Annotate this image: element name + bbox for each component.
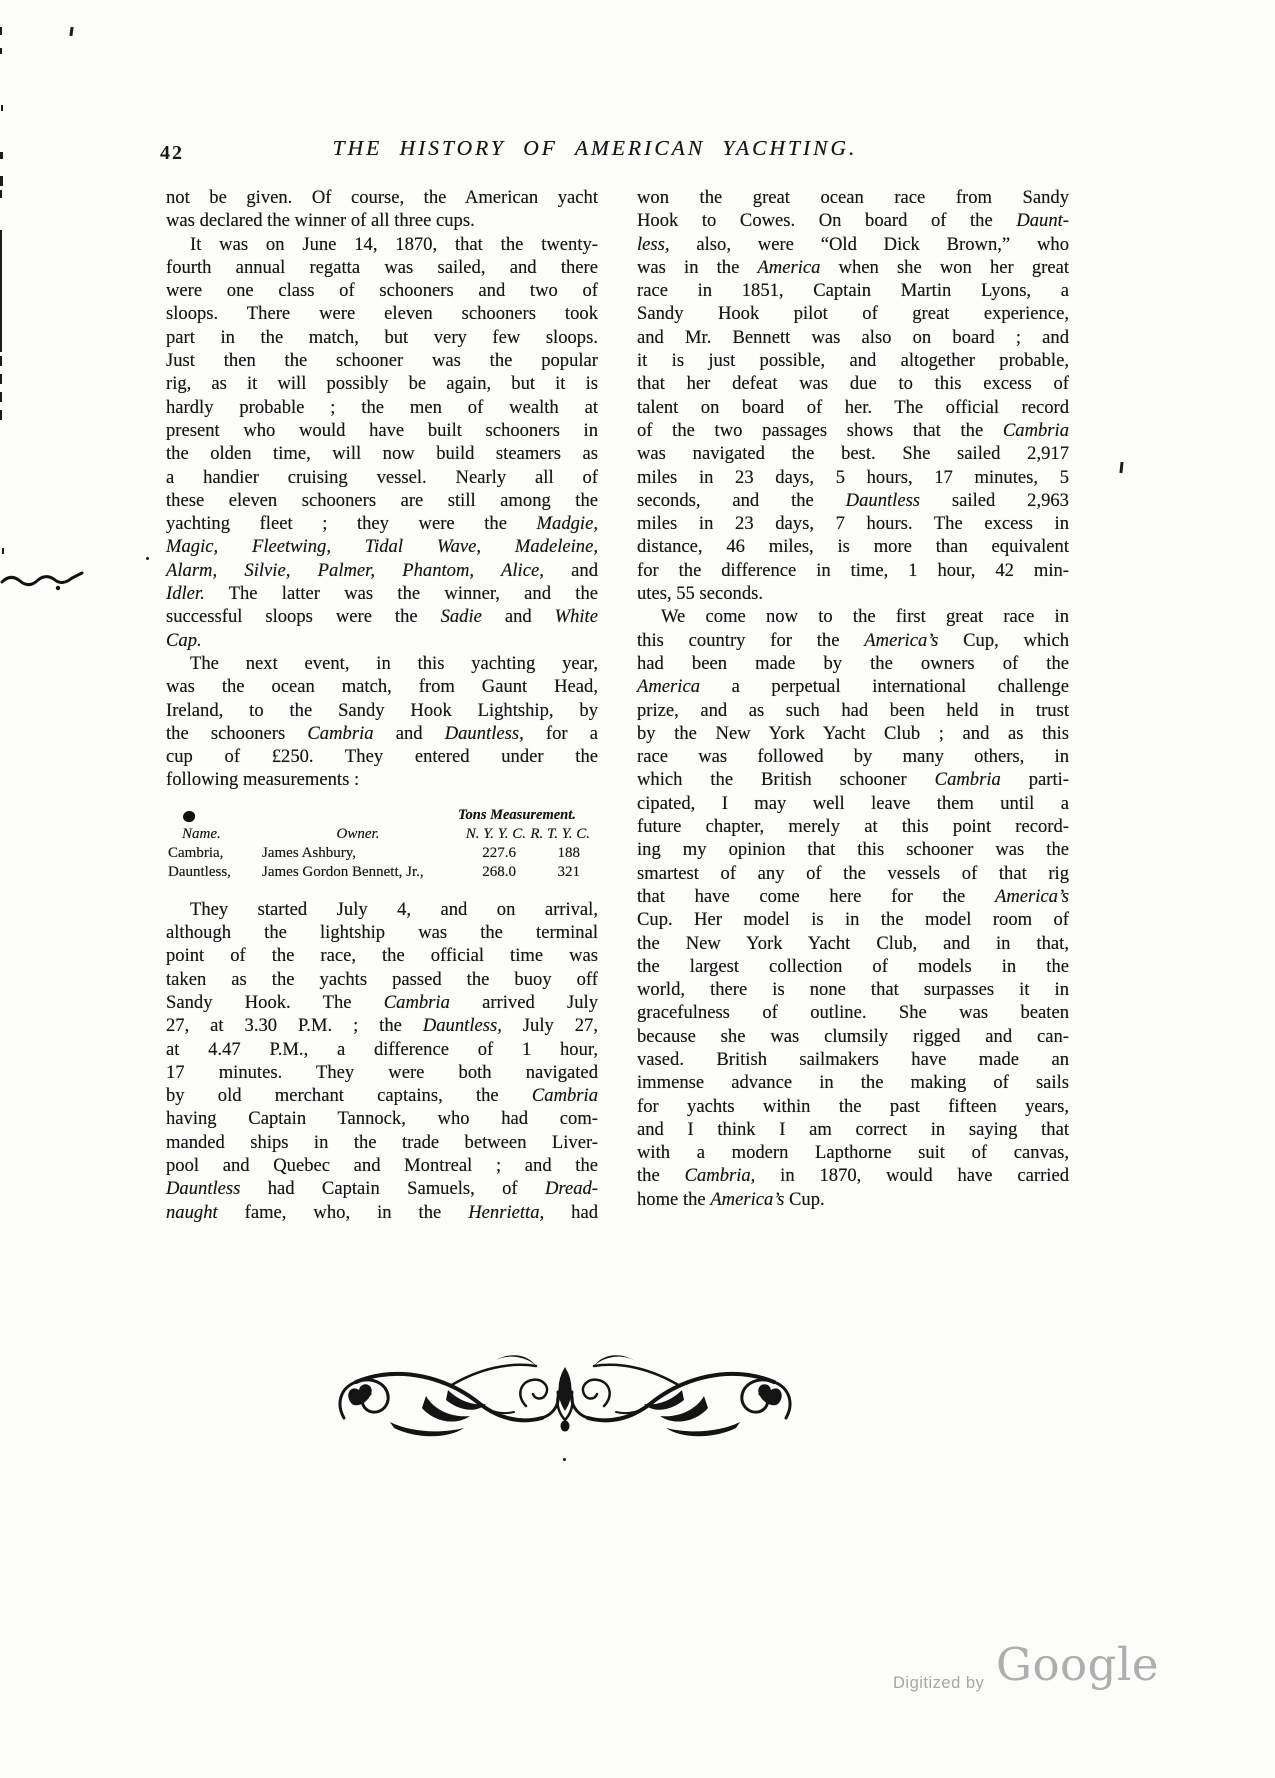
text-line: 17 minutes. They were both navigated — [166, 1061, 598, 1083]
text-line: Sandy Hook pilot of great experience, — [637, 303, 1069, 325]
table-header-row — [166, 825, 598, 844]
text-line: successful sloops were the Sadie and White — [166, 606, 598, 628]
text-line: a handier cruising vessel. Nearly all of — [166, 466, 598, 488]
text-line: by old merchant captains, the Cambria — [166, 1085, 598, 1107]
text-line: fourth annual regatta was sailed, and there — [166, 256, 598, 278]
text-line: it is just possible, and altogether probable, — [637, 350, 1069, 372]
text-line: world, there is none that surpasses it in — [637, 979, 1069, 1001]
text-line: Ireland, to the Sandy Hook Lightship, by — [166, 699, 598, 721]
text-line: ing my opinion that this schooner was the — [637, 839, 1069, 861]
text-line: present who would have built schooners in — [166, 419, 598, 441]
text-line: distance, 46 miles, is more than equivalent — [637, 536, 1069, 558]
text-line: sloops. There were eleven schooners took — [166, 303, 598, 325]
text-line: immense advance in the making of sails — [637, 1072, 1069, 1094]
text-line: Magic, Fleetwing, Tidal Wave, Madeleine, — [166, 536, 598, 558]
ink-speck — [563, 1458, 566, 1461]
text-line: Hook to Cowes. On board of the Daunt- — [637, 210, 1069, 232]
text-line: point of the race, the official time was — [166, 945, 598, 967]
text-line: was navigated the best. She sailed 2,917 — [637, 443, 1069, 465]
col-header-name: Name. — [182, 825, 221, 842]
text-line: the olden time, will now build steamers as — [166, 443, 598, 465]
text-line: of the two passages shows that the Cambria — [637, 419, 1069, 441]
table-group-header: Tons Measurement. — [458, 806, 576, 823]
text-line: It was on June 14, 1870, that the twenty- — [190, 233, 598, 255]
text-line: miles in 23 days, 7 hours. The excess in — [637, 513, 1069, 535]
text-line: were one class of schooners and two of — [166, 280, 598, 302]
cell-name: Dauntless, — [168, 863, 231, 880]
google-logo: Google — [996, 1638, 1159, 1691]
page-number: 42 — [160, 142, 184, 164]
edge-tick — [0, 27, 2, 35]
text-line: Dauntless had Captain Samuels, of Dread- — [166, 1178, 598, 1200]
edge-tick — [0, 176, 3, 186]
ink-speck — [146, 557, 149, 560]
text-line: won the great ocean race from Sandy — [637, 187, 1069, 208]
text-line: rig, as it will possibly be again, but it is — [166, 373, 598, 395]
text-line: seconds, and the Dauntless sailed 2,963 — [637, 489, 1069, 511]
text-line: not be given. Of course, the American yacht — [166, 187, 598, 208]
edge-tick — [0, 190, 2, 198]
text-line: less, also, were “Old Dick Brown,” who — [637, 233, 1069, 255]
text-line: for yachts within the past fifteen years, — [637, 1095, 1069, 1117]
cell-rtyc: 321 — [557, 863, 580, 880]
text-line: pool and Quebec and Montreal ; and the — [166, 1154, 598, 1176]
text-line: hardly probable ; the men of wealth at — [166, 396, 598, 418]
running-head: THE HISTORY OF AMERICAN YACHTING. — [332, 136, 858, 160]
text-line: Cap. — [166, 629, 202, 651]
text-line: cup of £250. They entered under the — [166, 746, 598, 768]
text-line: this country for the America’s Cup, which — [637, 629, 1070, 651]
stray-apostrophe-mark — [1119, 462, 1123, 473]
ink-blot — [183, 811, 195, 822]
text-line: naught fame, who, in the Henrietta, had — [166, 1201, 599, 1223]
col-header-owner: Owner. — [336, 825, 380, 842]
edge-tick — [2, 548, 4, 554]
cell-owner: James Gordon Bennett, Jr., — [262, 863, 424, 880]
text-line: taken as the yachts passed the buoy off — [166, 968, 598, 990]
text-line: with a modern Lapthorne suit of canvas, — [637, 1142, 1069, 1164]
edge-tick — [1, 105, 3, 111]
col-header-nyyc: N. Y. Y. C. — [465, 825, 526, 842]
text-line: We come now to the first great race in — [661, 606, 1069, 628]
text-line: miles in 23 days, 5 hours, 17 minutes, 5 — [637, 466, 1069, 488]
col-header-rtyc: R. T. Y. C. — [530, 825, 590, 842]
text-line: vased. British sailmakers have made an — [637, 1048, 1069, 1070]
text-line: following measurements : — [166, 769, 360, 791]
measurements-table — [166, 806, 598, 882]
table-row — [166, 844, 598, 863]
text-line: had been made by the owners of the — [637, 652, 1069, 674]
text-line: The next event, in this yachting year, — [190, 652, 598, 674]
edge-line-dashed — [0, 356, 2, 422]
text-line: utes, 55 seconds. — [637, 583, 764, 605]
text-line: that have come here for the America’s — [637, 885, 1069, 907]
text-line: prize, and as such had been held in trust — [637, 699, 1069, 721]
text-line: future chapter, merely at this point record- — [637, 816, 1069, 838]
text-line: because she was clumsily rigged and can- — [637, 1025, 1069, 1047]
text-line: America a perpetual international challenge — [637, 676, 1069, 698]
text-line: was declared the winner of all three cups. — [166, 210, 475, 232]
text-line: which the British schooner Cambria parti- — [637, 769, 1070, 791]
stray-apostrophe-mark — [69, 27, 73, 36]
tailpiece-ornament — [330, 1352, 800, 1456]
text-line: smartest of any of the vessels of that rig — [637, 862, 1069, 884]
text-line: race in 1851, Captain Martin Lyons, a — [637, 280, 1069, 302]
edge-line — [0, 230, 2, 352]
cell-nyyc: 268.0 — [482, 863, 516, 880]
text-line: the schooners Cambria and Dauntless, for a — [166, 722, 598, 744]
text-line: these eleven schooners are still among the — [166, 489, 598, 511]
cell-owner: James Ashbury, — [262, 844, 357, 861]
text-line: race was followed by many others, in — [637, 746, 1069, 768]
text-line: Idler. The latter was the winner, and the — [166, 583, 598, 605]
watermark-prefix: Digitized by — [893, 1674, 985, 1692]
cell-rtyc: 188 — [557, 844, 580, 861]
text-line: was the ocean match, from Gaunt Head, — [166, 676, 598, 698]
text-line: 27, at 3.30 P.M. ; the Dauntless, July 27, — [166, 1015, 598, 1037]
text-line: manded ships in the trade between Liver- — [166, 1131, 598, 1153]
text-line: Cup. Her model is in the model room of — [637, 909, 1069, 931]
text-line: and I think I am correct in saying that — [637, 1118, 1069, 1140]
text-line: that her defeat was due to this excess of — [637, 373, 1069, 395]
text-line: the Cambria, in 1870, would have carried — [637, 1165, 1069, 1187]
text-line: gracefulness of outline. She was beaten — [637, 1002, 1069, 1024]
column-left — [166, 186, 598, 1224]
text-line: having Captain Tannock, who had com- — [166, 1108, 598, 1130]
text-line: at 4.47 P.M., a difference of 1 hour, — [166, 1038, 598, 1060]
pen-squiggle-mark — [0, 566, 86, 592]
text-line: Sandy Hook. The Cambria arrived July — [166, 991, 598, 1013]
text-line: talent on board of her. The official record — [637, 396, 1069, 418]
text-line: for the difference in time, 1 hour, 42 min- — [637, 559, 1069, 581]
text-line: was in the America when she won her great — [637, 256, 1069, 278]
text-line: Just then the schooner was the popular — [166, 350, 598, 372]
cell-nyyc: 227.6 — [482, 844, 516, 861]
edge-tick — [0, 152, 3, 159]
text-line: part in the match, but very few sloops. — [166, 326, 598, 348]
text-line: Alarm, Silvie, Palmer, Phantom, Alice, and — [166, 559, 598, 581]
text-line: and Mr. Bennett was also on board ; and — [637, 326, 1069, 348]
text-line: the New York Yacht Club, and in that, — [637, 932, 1069, 954]
text-line: the largest collection of models in the — [637, 955, 1069, 977]
column-right — [637, 186, 1069, 1211]
text-line: by the New York Yacht Club ; and as this — [637, 722, 1069, 744]
text-line: although the lightship was the terminal — [166, 922, 598, 944]
edge-tick — [0, 48, 2, 54]
text-line: home the America’s Cup. — [637, 1188, 825, 1210]
text-line: cipated, I may well leave them until a — [637, 792, 1069, 814]
table-row — [166, 863, 598, 882]
text-line: They started July 4, and on arrival, — [190, 898, 598, 920]
text-line: yachting fleet ; they were the Madgie, — [166, 513, 598, 535]
cell-name: Cambria, — [168, 844, 224, 861]
